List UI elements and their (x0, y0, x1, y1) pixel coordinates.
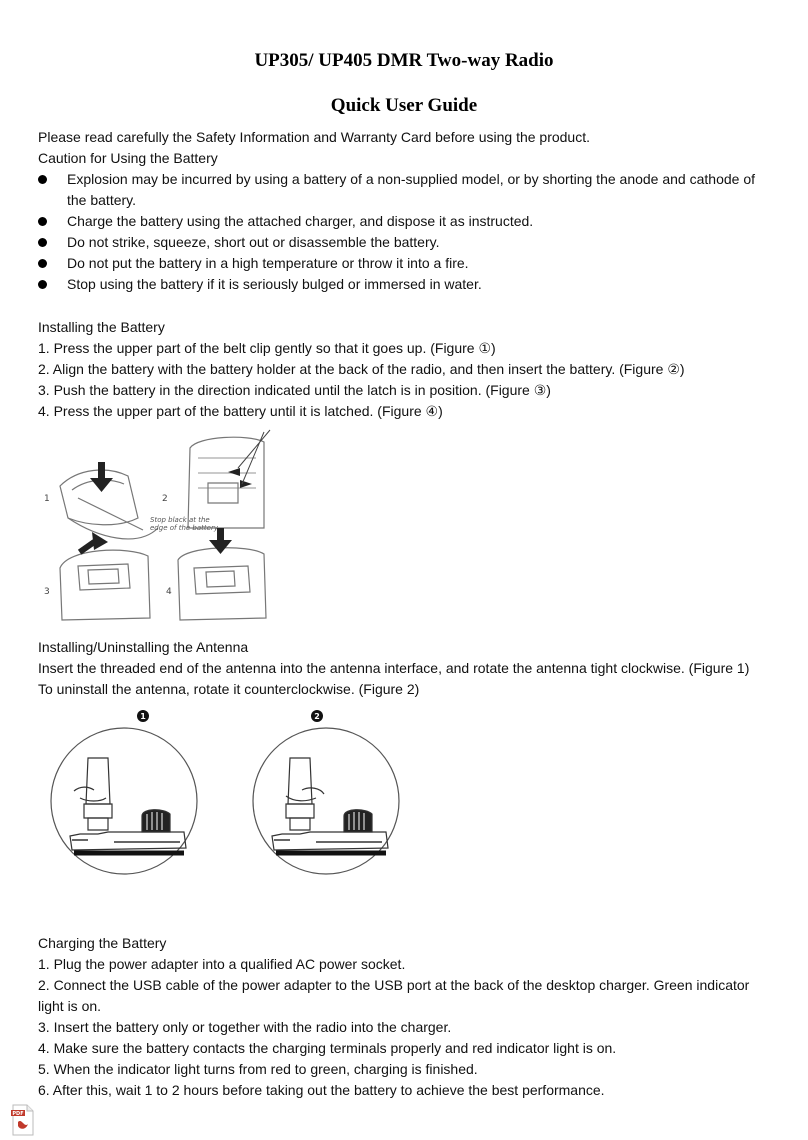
antenna-instruction: To uninstall the antenna, rotate it counterclockwise. (Figure 2) (38, 681, 420, 697)
caution-item: Charge the battery using the attached charger, and dispose it as instructed. (38, 211, 778, 232)
bullet-icon (38, 175, 47, 184)
figure-label: 4 (166, 587, 172, 597)
document-title: UP305/ UP405 DMR Two-way Radio (254, 50, 554, 71)
bullet-icon (38, 259, 47, 268)
intro-text: Please read carefully the Safety Information and Warranty Card before using the product. (38, 129, 591, 145)
antenna-instruction: Insert the threaded end of the antenna into the antenna interface, and rotate the antenna tight clockwise. (Figure 1) (38, 660, 750, 676)
caution-item: Do not put the battery in a high temperature or throw it into a fire. (38, 253, 778, 274)
install-step: 2. Align the battery with the battery holder at the back of the radio, and then insert the battery. (Figure ②) (38, 361, 685, 377)
figure-label: 2 (314, 712, 320, 721)
caution-item: Stop using the battery if it is seriously bulged or immersed in water. (38, 274, 778, 295)
caution-item: Explosion may be incurred by using a battery of a non-supplied model, or by shorting the anode and cathode of the battery. (38, 169, 778, 211)
bullet-icon (38, 280, 47, 289)
install-step: 4. Press the upper part of the battery until it is latched. (Figure ④) (38, 403, 443, 419)
charging-heading: Charging the Battery (38, 935, 167, 951)
figure-label: 1 (44, 494, 50, 504)
antenna-uninstall-figure (246, 706, 416, 876)
charging-step: 4. Make sure the battery contacts the charging terminals properly and red indicator light is on. (38, 1040, 617, 1056)
charging-step: 5. When the indicator light turns from red to green, charging is finished. (38, 1061, 478, 1077)
caution-heading: Caution for Using the Battery (38, 150, 218, 166)
battery-installation-figure (38, 428, 278, 626)
install-step: 1. Press the upper part of the belt clip gently so that it goes up. (Figure ①) (38, 340, 496, 356)
charging-step: 6. After this, wait 1 to 2 hours before taking out the battery to achieve the best performance. (38, 1082, 605, 1098)
document-subtitle: Quick User Guide (330, 95, 478, 116)
figure-label: 1 (140, 712, 146, 721)
charging-step: 2. Connect the USB cable of the power adapter to the USB port at the back of the desktop charger. Green indicator (38, 977, 750, 993)
svg-text:PDF: PDF (12, 1111, 24, 1117)
antenna-heading: Installing/Uninstalling the Antenna (38, 639, 249, 655)
charging-step: 1. Plug the power adapter into a qualified AC power socket. (38, 956, 406, 972)
charging-step: 3. Insert the battery only or together with the radio into the charger. (38, 1019, 452, 1035)
caution-item: Do not strike, squeeze, short out or disassemble the battery. (38, 232, 778, 253)
bullet-icon (38, 217, 47, 226)
installing-battery-heading: Installing the Battery (38, 319, 165, 335)
charging-step: light is on. (38, 998, 102, 1014)
pdf-file-icon (10, 1104, 36, 1136)
figure-label: 2 (162, 494, 168, 504)
figure-label: 3 (44, 587, 50, 597)
install-step: 3. Push the battery in the direction indicated until the latch is in position. (Figure ③) (38, 382, 551, 398)
figure-note: Stop black at the edge of the battery (150, 516, 218, 532)
antenna-install-figure (44, 706, 214, 876)
bullet-icon (38, 238, 47, 247)
